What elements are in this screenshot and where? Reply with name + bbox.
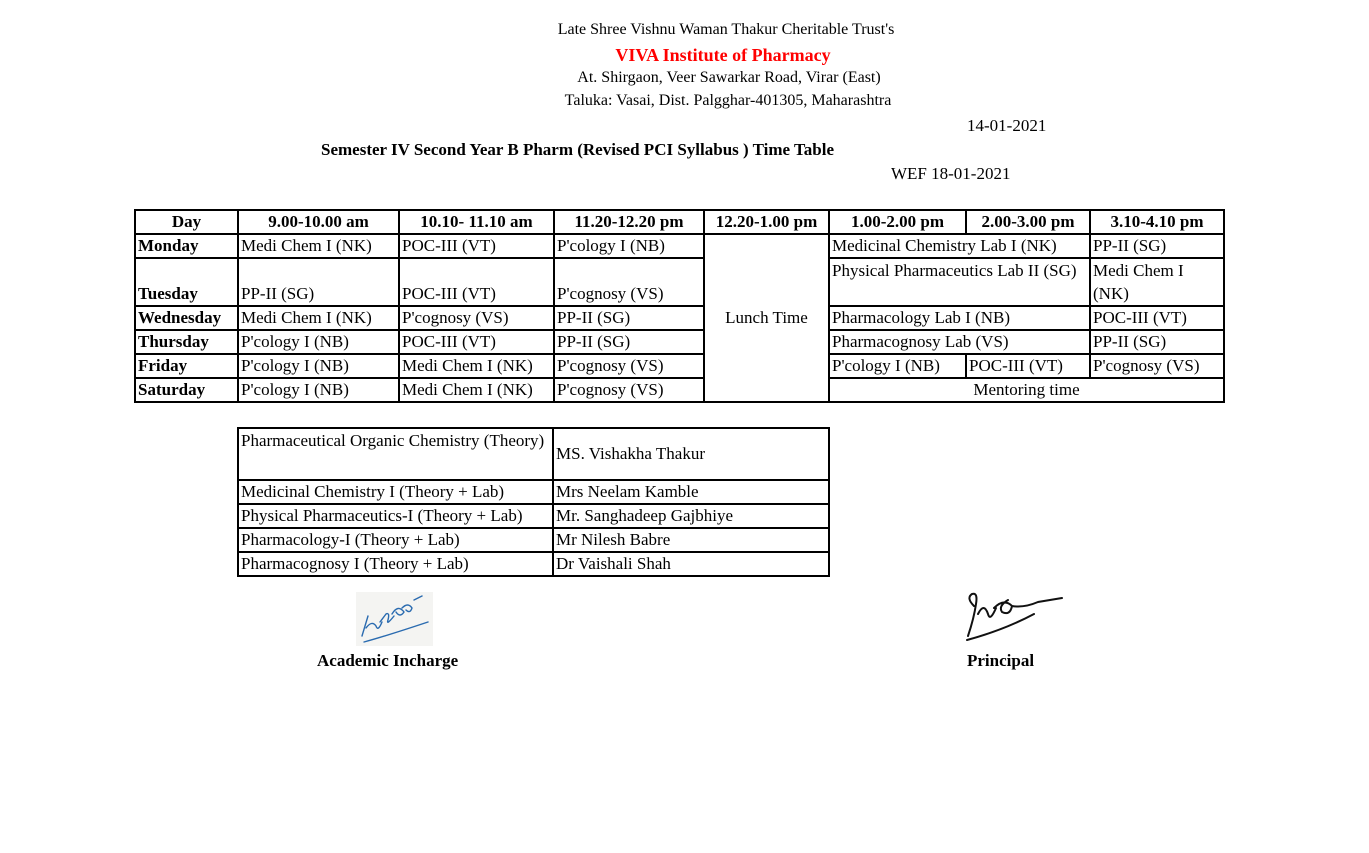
lunch-cell: Lunch Time: [704, 234, 829, 402]
faculty-row: [238, 528, 829, 552]
academic-incharge-signature: [356, 592, 433, 646]
table-row: [135, 258, 1224, 306]
subject-cell: Pharmaceutical Organic Chemistry (Theory): [238, 428, 553, 480]
teacher-cell: Mr Nilesh Babre: [553, 528, 829, 552]
teacher-cell: MS. Vishakha Thakur: [553, 428, 829, 480]
effective-date: WEF 18-01-2021: [891, 164, 1011, 183]
class-cell: PP-II (SG): [1090, 330, 1224, 354]
subject-cell: Physical Pharmaceutics-I (Theory + Lab): [238, 504, 553, 528]
address-line-2: Taluka: Vasai, Dist. Palgghar-401305, Maharashtra: [564, 92, 892, 109]
faculty-row: [238, 552, 829, 576]
timetable: [134, 209, 1225, 403]
faculty-row: [238, 428, 829, 480]
class-cell: P'cology I (NB): [238, 330, 399, 354]
class-cell: P'cognosy (VS): [554, 378, 704, 402]
signature-scribble-icon: [356, 592, 433, 646]
table-row: [135, 234, 1224, 258]
timetable-title: Semester IV Second Year B Pharm (Revised PCI Syllabus ) Time Table: [321, 140, 835, 159]
lab-cell: Pharmacognosy Lab (VS): [829, 330, 1090, 354]
class-cell: PP-II (SG): [1090, 234, 1224, 258]
faculty-table: [237, 427, 830, 577]
header-slot-lunch: 12.20-1.00 pm: [704, 210, 829, 234]
header-slot-5: 1.00-2.00 pm: [829, 210, 966, 234]
header-slot-1: 9.00-10.00 am: [238, 210, 399, 234]
day-cell: Tuesday: [135, 258, 238, 306]
class-cell: POC-III (VT): [1090, 306, 1224, 330]
teacher-cell: Dr Vaishali Shah: [553, 552, 829, 576]
trust-name: Late Shree Vishnu Waman Thakur Cheritable Trust's: [557, 21, 895, 38]
header-day: Day: [135, 210, 238, 234]
timetable-header-row: [135, 210, 1224, 234]
class-cell: Medi Chem I (NK): [1090, 258, 1224, 306]
teacher-cell: Mrs Neelam Kamble: [553, 480, 829, 504]
class-cell: Medi Chem I (NK): [399, 354, 554, 378]
header-slot-7: 3.10-4.10 pm: [1090, 210, 1224, 234]
lab-cell: Medicinal Chemistry Lab I (NK): [829, 234, 1090, 258]
day-cell: Wednesday: [135, 306, 238, 330]
class-cell: Medi Chem I (NK): [238, 306, 399, 330]
class-cell: POC-III (VT): [399, 234, 554, 258]
table-row: [135, 306, 1224, 330]
day-cell: Thursday: [135, 330, 238, 354]
subject-cell: Medicinal Chemistry I (Theory + Lab): [238, 480, 553, 504]
table-row: [135, 378, 1224, 402]
header-slot-2: 10.10- 11.10 am: [399, 210, 554, 234]
faculty-row: [238, 480, 829, 504]
class-cell: POC-III (VT): [399, 330, 554, 354]
class-cell: PP-II (SG): [238, 258, 399, 306]
header-slot-6: 2.00-3.00 pm: [966, 210, 1090, 234]
teacher-cell: Mr. Sanghadeep Gajbhiye: [553, 504, 829, 528]
document-date: 14-01-2021: [967, 116, 1047, 135]
day-cell: Saturday: [135, 378, 238, 402]
class-cell: Medi Chem I (NK): [238, 234, 399, 258]
table-row: [135, 354, 1224, 378]
institute-name: VIVA Institute of Pharmacy: [615, 45, 831, 65]
subject-cell: Pharmacognosy I (Theory + Lab): [238, 552, 553, 576]
class-cell: Medi Chem I (NK): [399, 378, 554, 402]
mentoring-cell: Mentoring time: [829, 378, 1224, 402]
header-slot-3: 11.20-12.20 pm: [554, 210, 704, 234]
address-line-1: At. Shirgaon, Veer Sawarkar Road, Virar (East): [577, 69, 881, 86]
class-cell: P'cology I (NB): [554, 234, 704, 258]
class-cell: P'cology I (NB): [238, 378, 399, 402]
subject-cell: Pharmacology-I (Theory + Lab): [238, 528, 553, 552]
class-cell: P'cognosy (VS): [1090, 354, 1224, 378]
class-cell: POC-III (VT): [966, 354, 1090, 378]
principal-label: Principal: [967, 651, 1035, 670]
day-cell: Friday: [135, 354, 238, 378]
lab-cell: Physical Pharmaceutics Lab II (SG): [829, 258, 1090, 306]
day-cell: Monday: [135, 234, 238, 258]
class-cell: P'cognosy (VS): [554, 258, 704, 306]
class-cell: POC-III (VT): [399, 258, 554, 306]
class-cell: P'cology I (NB): [238, 354, 399, 378]
signature-scribble-icon: [964, 584, 1064, 644]
lab-cell: Pharmacology Lab I (NB): [829, 306, 1090, 330]
class-cell: PP-II (SG): [554, 330, 704, 354]
class-cell: P'cology I (NB): [829, 354, 966, 378]
table-row: [135, 330, 1224, 354]
academic-incharge-label: Academic Incharge: [317, 651, 459, 670]
class-cell: PP-II (SG): [554, 306, 704, 330]
class-cell: P'cognosy (VS): [554, 354, 704, 378]
class-cell: P'cognosy (VS): [399, 306, 554, 330]
faculty-row: [238, 504, 829, 528]
principal-signature: [964, 584, 1064, 644]
